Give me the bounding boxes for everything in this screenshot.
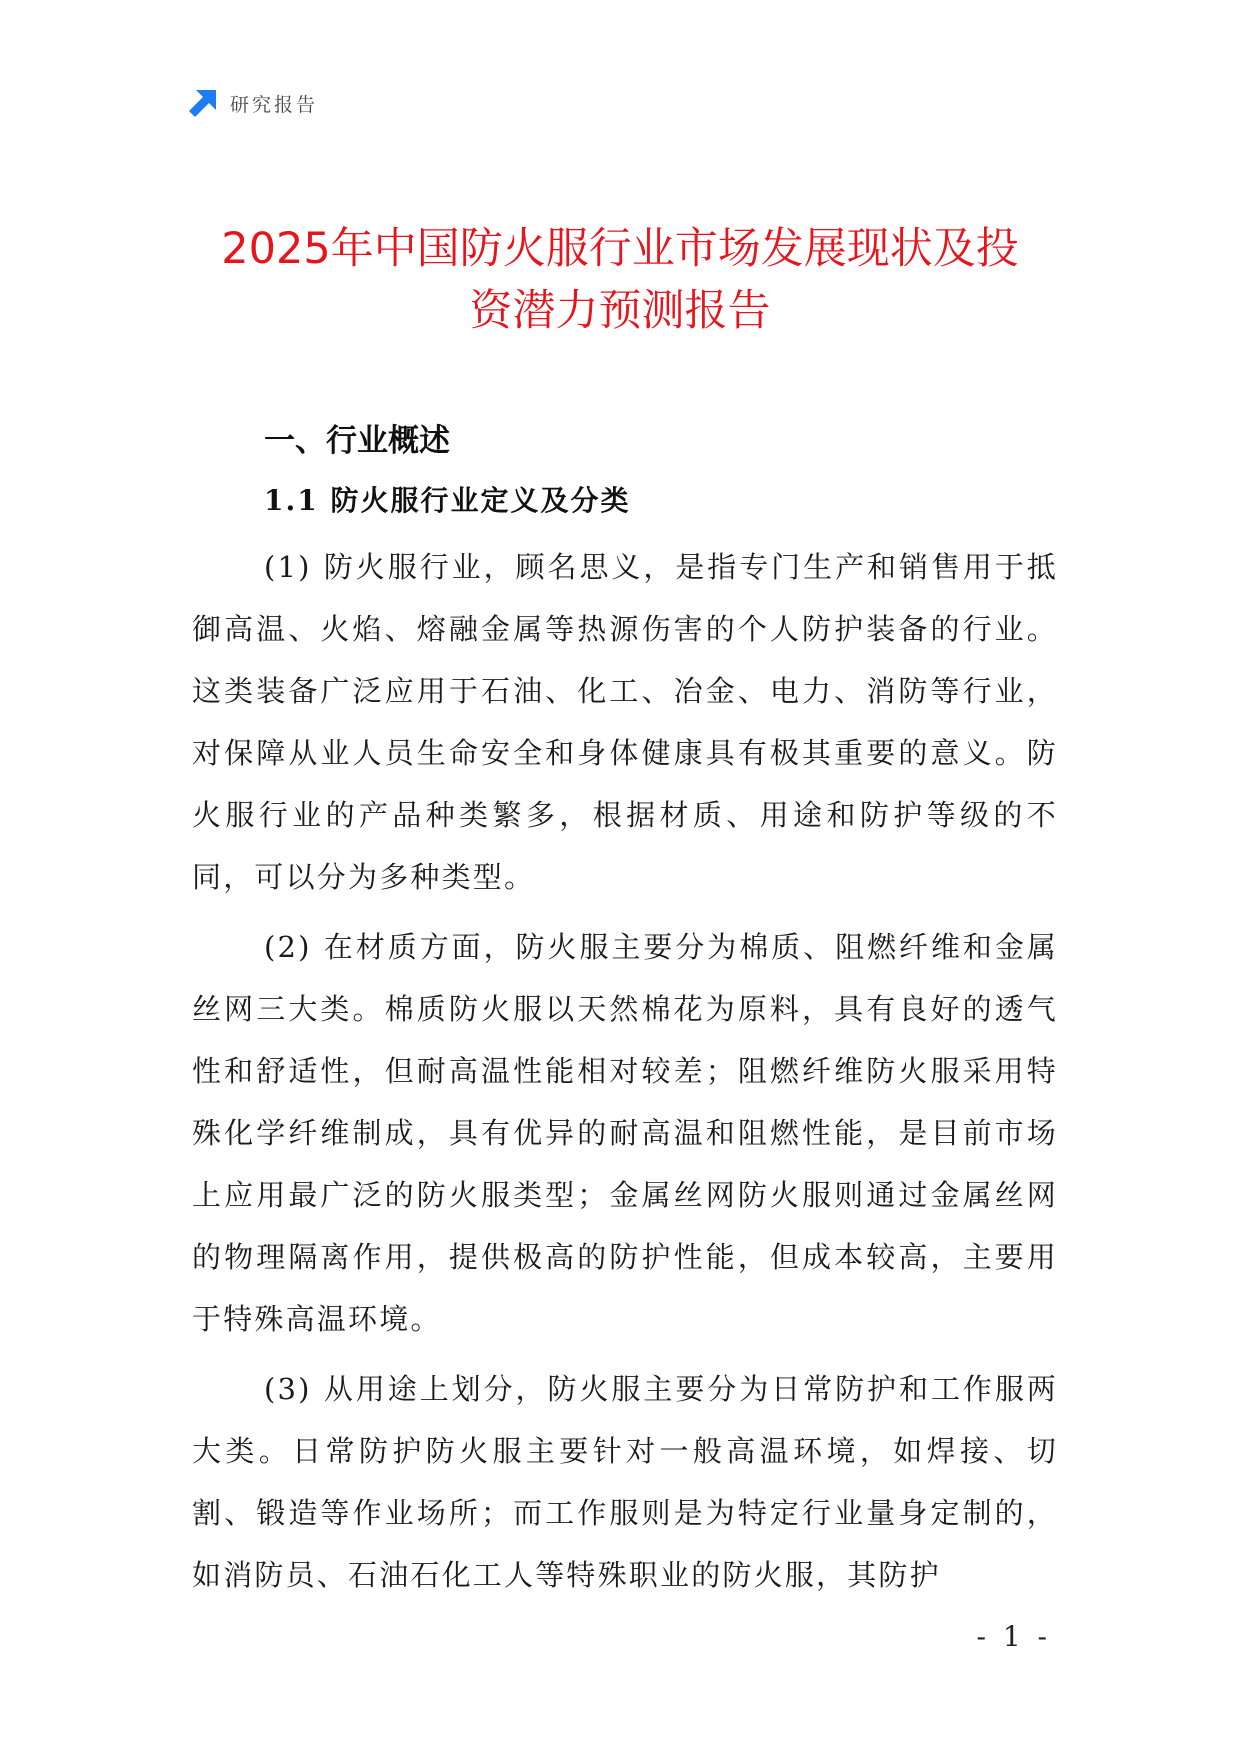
header-label: 研究报告 xyxy=(230,93,319,116)
title-line-1: 2025年中国防火服行业市场发展现状及投 xyxy=(221,224,1019,274)
subsection-heading: 1.1 防火服行业定义及分类 xyxy=(264,484,631,517)
page-number: - 1 - xyxy=(976,1620,1051,1653)
document-body xyxy=(192,414,1058,1606)
document-title xyxy=(150,218,1090,342)
title-line-2: 资潜力预测报告 xyxy=(469,286,771,336)
section-heading: 一、行业概述 xyxy=(264,423,450,459)
arrow-up-right-icon xyxy=(188,88,218,118)
paragraph-3: (3) 从用途上划分，防火服主要分为日常防护和工作服两大类。日常防护防火服主要针对一般高温环境，如焊接、切割、锻造等作业场所；而工作服则是为特定行业量身定制的，如消防员、石油石化工人等特殊职业的防火服，其防护 xyxy=(192,1372,1058,1592)
report-header xyxy=(188,88,318,118)
paragraph-2: (2) 在材质方面，防火服主要分为棉质、阻燃纤维和金属丝网三大类。棉质防火服以天然棉花为原料，具有良好的透气性和舒适性，但耐高温性能相对较差；阻燃纤维防火服采用特殊化学纤维制成，具有优异的耐高温和阻燃性能，是目前市场上应用最广泛的防火服类型；金属丝网防火服则通过金属丝网的物理隔离作用，提供极高的防护性能，但成本较高，主要用于特殊高温环境。 xyxy=(192,930,1058,1336)
paragraph-1: (1) 防火服行业，顾名思义，是指专门生产和销售用于抵御高温、火焰、熔融金属等热源伤害的个人防护装备的行业。这类装备广泛应用于石油、化工、冶金、电力、消防等行业，对保障从业人员生命安全和身体健康具有极其重要的意义。防火服行业的产品种类繁多，根据材质、用途和防护等级的不同，可以分为多种类型。 xyxy=(192,550,1058,894)
